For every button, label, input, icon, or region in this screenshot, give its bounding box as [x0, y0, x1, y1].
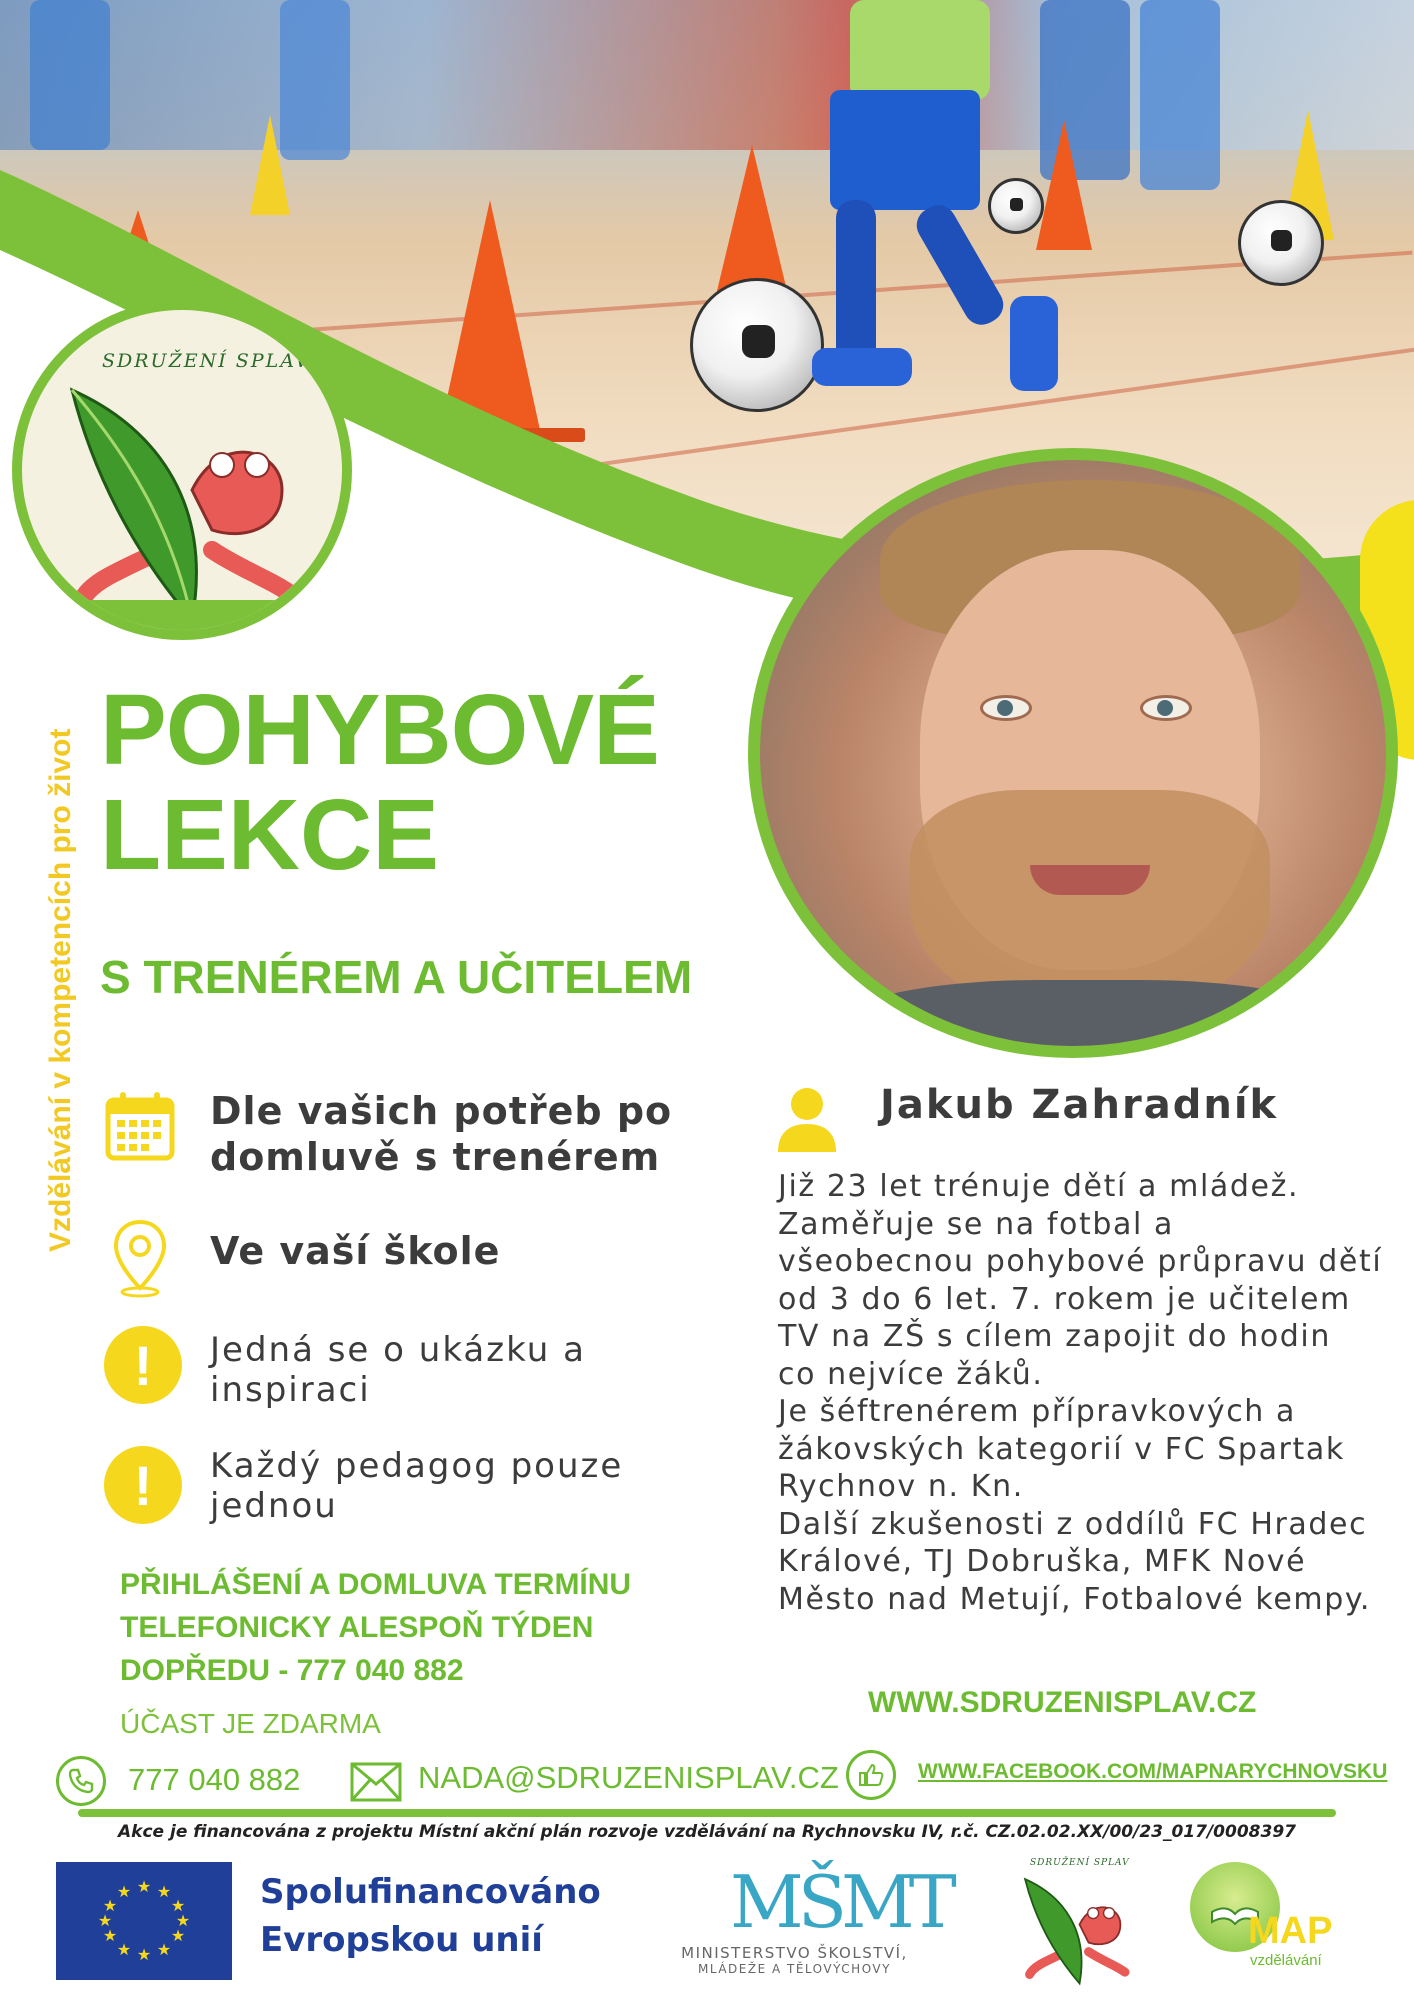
logo-text: SDRUŽENÍ SPLAV: [102, 350, 311, 372]
msmt-name-line1: MINISTERSTVO ŠKOLSTVÍ,: [681, 1944, 908, 1962]
bio-line: TV na ZŠ s cílem zapojit do hodin: [778, 1319, 1331, 1354]
svg-text:★: ★: [156, 1940, 172, 1959]
registration-line: TELEFONICKY ALESPOŇ TÝDEN: [120, 1611, 594, 1644]
svg-text:★: ★: [136, 1945, 152, 1964]
free-participation: ÚČAST JE ZDARMA: [120, 1708, 381, 1739]
funding-note: Akce je financována z projektu Místní akční plán rozvoje vzdělávání na Rychnovsku IV, r.č. CZ.02.02.XX/00/23_017/0008397: [118, 1822, 1296, 1842]
facebook-link[interactable]: WWW.FACEBOOK.COM/MAPNARYCHNOVSKU: [918, 1760, 1388, 1783]
svg-text:★: ★: [136, 1877, 152, 1896]
svg-text:★: ★: [170, 1926, 186, 1945]
portrait-eye: [980, 695, 1032, 721]
svg-text:★: ★: [170, 1896, 186, 1915]
phone-icon: [56, 1756, 106, 1806]
bio-line: co nejvíce žáků.: [778, 1356, 1044, 1392]
email-address[interactable]: NADA@SDRUZENISPLAV.CZ: [418, 1760, 839, 1795]
separator: [78, 1809, 1336, 1817]
portrait-shirt: [830, 980, 1350, 1058]
feature-1-line1: Dle vašich potřeb po: [210, 1089, 673, 1133]
background-player: [30, 0, 110, 150]
frog-leaf-icon: [42, 370, 322, 630]
svg-text:★: ★: [97, 1911, 113, 1930]
background-player: [280, 0, 350, 160]
phone-number[interactable]: 777 040 882: [128, 1762, 301, 1797]
trainer-name: Jakub Zahradník: [880, 1082, 1279, 1128]
page-title-line1: POHYBOVÉ: [100, 674, 659, 786]
website-link[interactable]: WWW.SDRUZENISPLAV.CZ: [868, 1686, 1257, 1719]
page-title-line2: LEKCE: [100, 779, 439, 891]
portrait-mouth: [1030, 865, 1150, 895]
exclamation-icon: !: [104, 1326, 182, 1404]
bio-line: Králové, TJ Dobruška, MFK Nové: [778, 1544, 1307, 1579]
bio-line: žákovských kategorií v FC Spartak: [778, 1431, 1345, 1467]
small-logo-text: SDRUŽENÍ SPLAV: [1030, 1858, 1130, 1868]
email-icon: [350, 1762, 402, 1802]
feature-4-line1: Každý pedagog pouze: [210, 1446, 624, 1486]
feature-3-line1: Jedná se o ukázku a: [210, 1330, 586, 1370]
registration-info: [120, 1563, 631, 1692]
map-logo-sub: vzdělávání: [1250, 1952, 1322, 1969]
svg-text:★: ★: [175, 1911, 191, 1930]
bio-line: Zaměřuje se na fotbal a: [778, 1206, 1175, 1242]
background-player: [1140, 0, 1220, 190]
feature-4-line2: jednou: [210, 1486, 338, 1526]
feature-1-line2: domluvě s trenérem: [210, 1135, 661, 1179]
bio-line: Další zkušenosti z oddílů FC Hradec: [778, 1506, 1368, 1542]
thumbs-up-icon: [846, 1750, 896, 1800]
calendar-icon: [104, 1090, 176, 1162]
bio-line: od 3 do 6 let. 7. rokem je učitelem: [778, 1281, 1351, 1317]
svg-text:★: ★: [102, 1896, 118, 1915]
frog-leaf-icon: [1010, 1870, 1140, 1988]
msmt-name-line2: MLÁDEŽE A TĚLOVÝCHOVY: [698, 1962, 891, 1976]
eu-cofinanced-text: [260, 1868, 601, 1964]
svg-text:★: ★: [156, 1882, 172, 1901]
user-icon: [776, 1086, 838, 1152]
vertical-tagline: Vzdělávání v kompetencích pro život: [44, 728, 77, 1252]
eu-line: Spolufinancováno: [260, 1872, 601, 1912]
svg-text:★: ★: [116, 1940, 132, 1959]
splav-small-logo: [1010, 1858, 1140, 1988]
bio-line: Město nad Metují, Fotbalové kempy.: [778, 1581, 1372, 1617]
bio-line: Rychnov n. Kn.: [778, 1469, 1024, 1504]
feature-3-line2: inspiraci: [210, 1370, 371, 1410]
exclamation-icon: !: [104, 1446, 182, 1524]
trainer-portrait: [748, 448, 1398, 1058]
bio-line: všeobecnou pohybové průpravu dětí: [778, 1244, 1383, 1279]
registration-line: PŘIHLÁŠENÍ A DOMLUVA TERMÍNU: [120, 1568, 632, 1601]
feature-2-line1: Ve vaší škole: [210, 1229, 501, 1273]
page-subtitle: S TRENÉREM A UČITELEM: [100, 951, 693, 1003]
eu-line: Evropskou unií: [260, 1920, 543, 1960]
player-shirt: [850, 0, 990, 100]
location-pin-icon: [112, 1218, 168, 1298]
portrait-eye: [1140, 695, 1192, 721]
msmt-logo: MŠMT: [730, 1860, 951, 1944]
splav-logo: [12, 300, 352, 640]
map-logo-name: MAP: [1248, 1910, 1333, 1952]
svg-text:★: ★: [102, 1926, 118, 1945]
bio-line: Již 23 let trénuje dětí a mládež.: [778, 1169, 1300, 1204]
svg-text:★: ★: [116, 1882, 132, 1901]
eu-flag-icon: [56, 1862, 232, 1980]
registration-line: DOPŘEDU - 777 040 882: [120, 1654, 464, 1687]
bio-line: Je šéftrenérem přípravkových a: [778, 1394, 1297, 1429]
trainer-bio: [778, 1168, 1398, 1618]
